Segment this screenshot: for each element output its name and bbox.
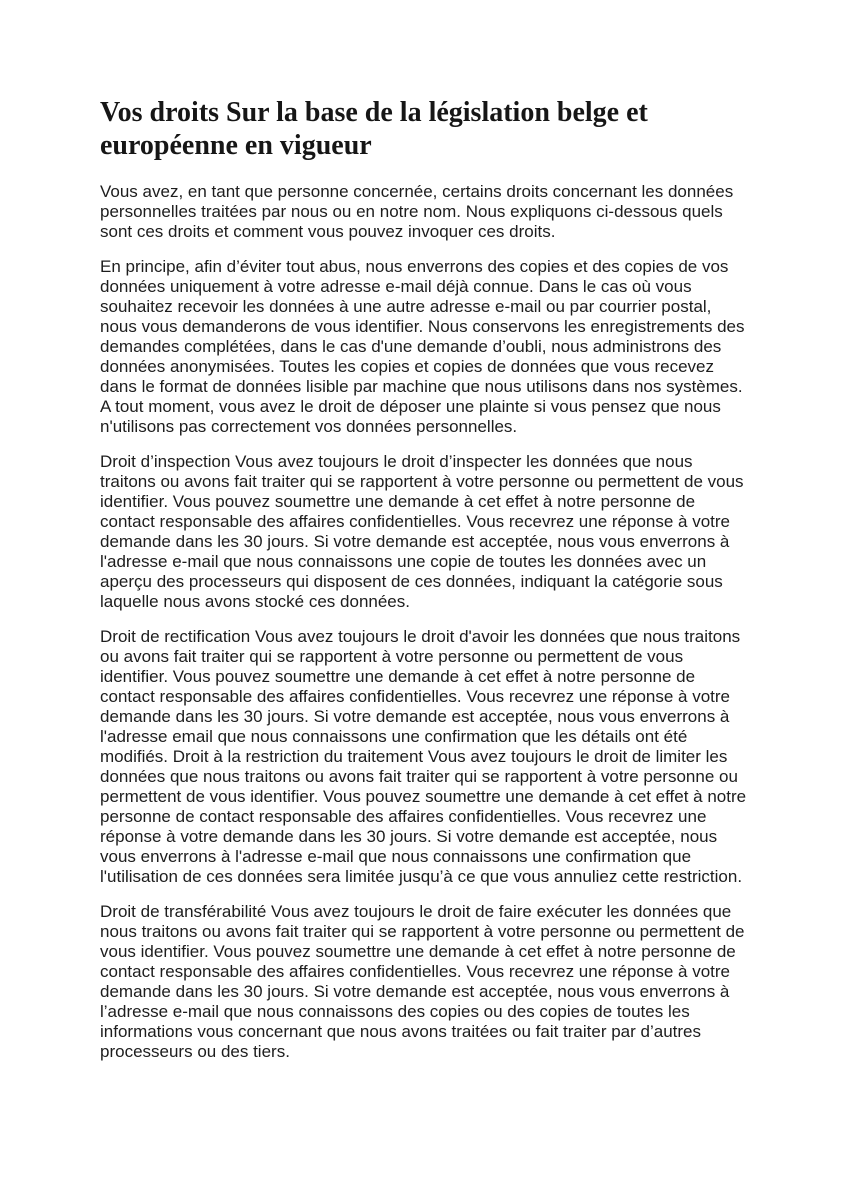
paragraph-droit-transferabilite: Droit de transférabilité Vous avez toujours le droit de faire exécuter les données que nous traitons ou avons fait traiter qui se rapportent à votre personne ou permettent de vous identifier. Vous pouvez soumettre une demande à cet effet à notre personne de contact responsable des affaires confidentielles. Vous recevrez une réponse à votre demande dans les 30 jours. Si votre demande est acceptée, nous vous enverrons à l’adresse e-mail que nous connaissons des copies ou des copies de toutes les informations vous concernant que nous avons traitées ou fait traiter par d’autres processeurs ou des tiers. xyxy=(100,902,745,1061)
page-title: Vos droits Sur la base de la législation belge et européenne en vigueur xyxy=(100,97,648,161)
paragraph-principle: En principe, afin d’éviter tout abus, nous enverrons des copies et des copies de vos données uniquement à votre adresse e-mail déjà connue. Dans le cas où vous souhaitez recevoir les données à une autre adresse e-mail ou par courrier postal, nous vous demanderons de vous identifier. Nous conservons les enregistrements des demandes complétées, dans le cas d'une demande d’oubli, nous administrons des données anonymisées. Toutes les copies et copies de données que vous recevez dans le format de données lisible par machine que nous utilisons dans nos systèmes. A tout moment, vous avez le droit de déposer une plainte si vous pensez que nous n'utilisons pas correctement vos données personnelles. xyxy=(100,257,745,436)
paragraph-droit-inspection: Droit d’inspection Vous avez toujours le droit d’inspecter les données que nous traitons ou avons fait traiter qui se rapportent à votre personne ou permettent de vous identifier. Vous pouvez soumettre une demande à cet effet à notre personne de contact responsable des affaires confidentielles. Vous recevrez une réponse à votre demande dans les 30 jours. Si votre demande est acceptée, nous vous enverrons à l'adresse e-mail que nous connaissons une copie de toutes les données avec un aperçu des processeurs qui disposent de ces données, indiquant la catégorie sous laquelle nous avons stocké ces données. xyxy=(100,452,744,611)
paragraph-droit-rectification-restriction: Droit de rectification Vous avez toujours le droit d'avoir les données que nous traitons ou avons fait traiter qui se rapportent à votre personne ou permettent de vous identifier. Vous pouvez soumettre une demande à cet effet à notre personne de contact responsable des affaires confidentielles. Vous recevrez une réponse à votre demande dans les 30 jours. Si votre demande est acceptée, nous vous enverrons à l'adresse email que nous connaissons une confirmation que les détails ont été modifiés. Droit à la restriction du traitement Vous avez toujours le droit de limiter les données que nous traitons ou avons fait traiter qui se rapportent à votre personne ou permettent de vous identifier. Vous pouvez soumettre une demande à cet effet à notre personne de contact responsable des affaires confidentielles. Vous recevrez une réponse à votre demande dans les 30 jours. Si votre demande est acceptée, nous vous enverrons à l'adresse e-mail que nous connaissons une confirmation que l'utilisation de ces données sera limitée jusqu’à ce que vous annuliez cette restriction. xyxy=(100,627,747,886)
paragraph-intro: Vous avez, en tant que personne concernée, certains droits concernant les données personnelles traitées par nous ou en notre nom. Nous expliquons ci-dessous quels sont ces droits et comment vous pouvez invoquer ces droits. xyxy=(100,182,734,241)
